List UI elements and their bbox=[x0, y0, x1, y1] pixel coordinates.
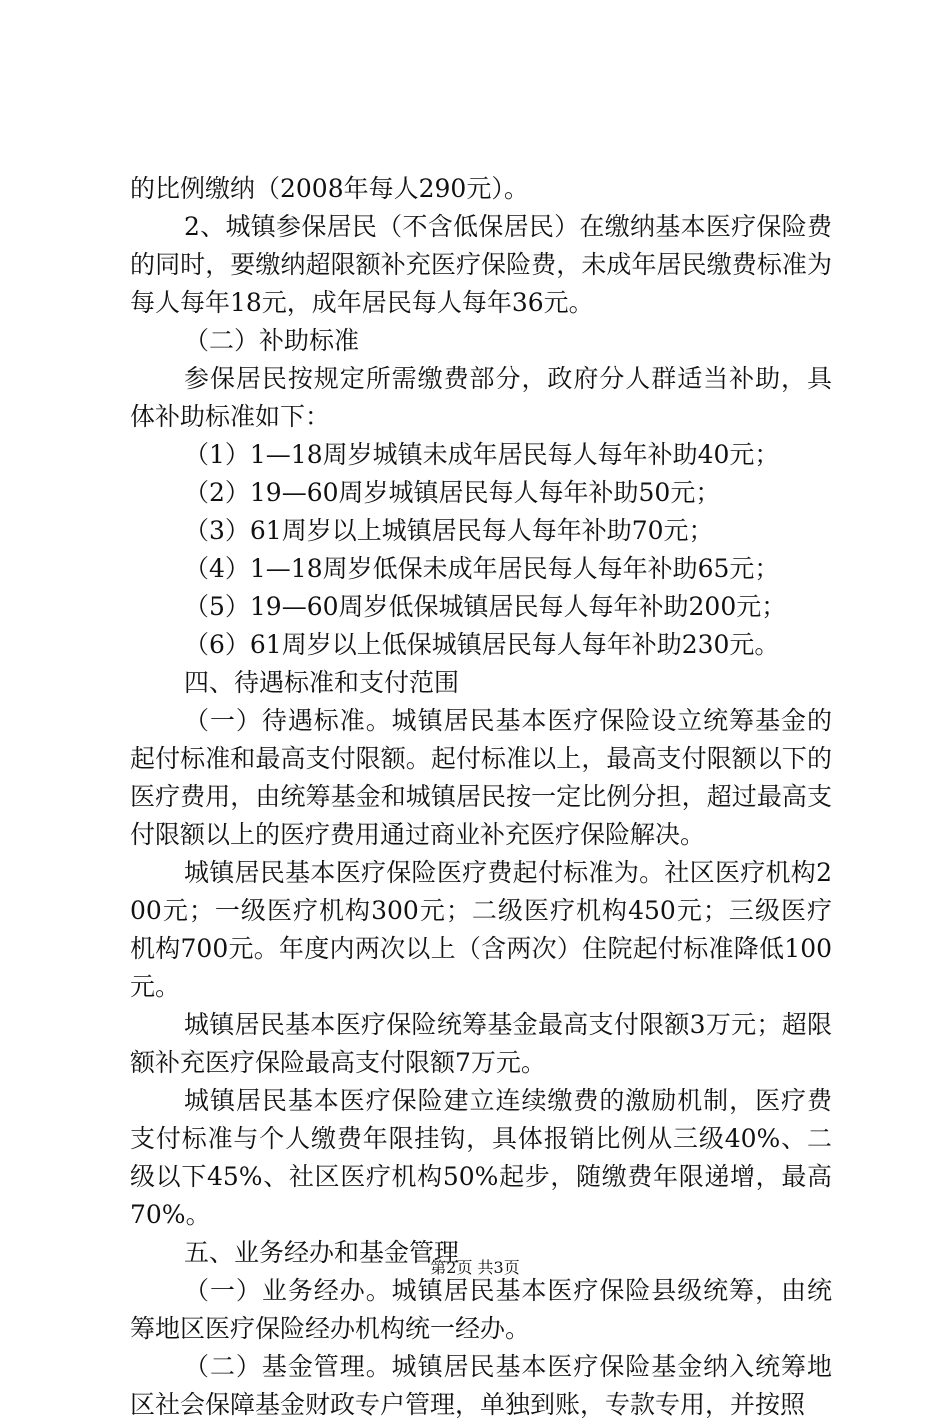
paragraph: （一）业务经办。城镇居民基本医疗保险县级统筹，由统筹地区医疗保险经办机构统一经办。 bbox=[130, 1276, 832, 1343]
paragraph: （二）基金管理。城镇居民基本医疗保险基金纳入统筹地区社会保障基金财政专户管理，单独到账，专款专用，并按照 bbox=[130, 1352, 832, 1419]
paragraph: 城镇居民基本医疗保险医疗费起付标准为。社区医疗机构200元；一级医疗机构300元；二级医疗机构450元；三级医疗机构700元。年度内两次以上（含两次）住院起付标准降低100元。 bbox=[130, 858, 832, 1001]
paragraph: 四、待遇标准和支付范围 bbox=[184, 668, 460, 697]
paragraph: （6）61周岁以上低保城镇居民每人每年补助230元。 bbox=[184, 630, 780, 659]
page-number: 第2页 共3页 bbox=[430, 1258, 520, 1277]
paragraph: （一）待遇标准。城镇居民基本医疗保险设立统筹基金的起付标准和最高支付限额。起付标准以上，最高支付限额以下的医疗费用，由统筹基金和城镇居民按一定比例分担，超过最高支付限额以上的医疗费用通过商业补充医疗保险解决。 bbox=[130, 706, 832, 849]
paragraph: 2、城镇参保居民（不含低保居民）在缴纳基本医疗保险费的同时，要缴纳超限额补充医疗保险费，未成年居民缴费标准为每人每年18元，成年居民每人每年36元。 bbox=[130, 212, 832, 317]
paragraph: （4）1—18周岁低保未成年居民每人每年补助65元； bbox=[184, 554, 780, 583]
paragraph: 五、业务经办和基金管理 bbox=[184, 1238, 460, 1267]
paragraph: （5）19—60周岁低保城镇居民每人每年补助200元； bbox=[184, 592, 787, 621]
paragraph: 参保居民按规定所需缴费部分，政府分人群适当补助，具体补助标准如下： bbox=[130, 364, 832, 431]
paragraph: 城镇居民基本医疗保险统筹基金最高支付限额3万元；超限额补充医疗保险最高支付限额7万元。 bbox=[130, 1010, 832, 1077]
paragraph: （2）19—60周岁城镇居民每人每年补助50元； bbox=[184, 478, 721, 507]
document-body bbox=[130, 170, 832, 1424]
paragraph: （二）补助标准 bbox=[184, 326, 360, 355]
paragraph: （3）61周岁以上城镇居民每人每年补助70元； bbox=[184, 516, 714, 545]
page-footer bbox=[0, 1258, 950, 1278]
paragraph: 的比例缴纳（2008年每人290元）。 bbox=[130, 174, 529, 203]
paragraph: 城镇居民基本医疗保险建立连续缴费的激励机制，医疗费支付标准与个人缴费年限挂钩，具体报销比例从三级40%、二级以下45%、社区医疗机构50%起步，随缴费年限递增，最高70%。 bbox=[130, 1086, 832, 1229]
paragraph: （1）1—18周岁城镇未成年居民每人每年补助40元； bbox=[184, 440, 780, 469]
